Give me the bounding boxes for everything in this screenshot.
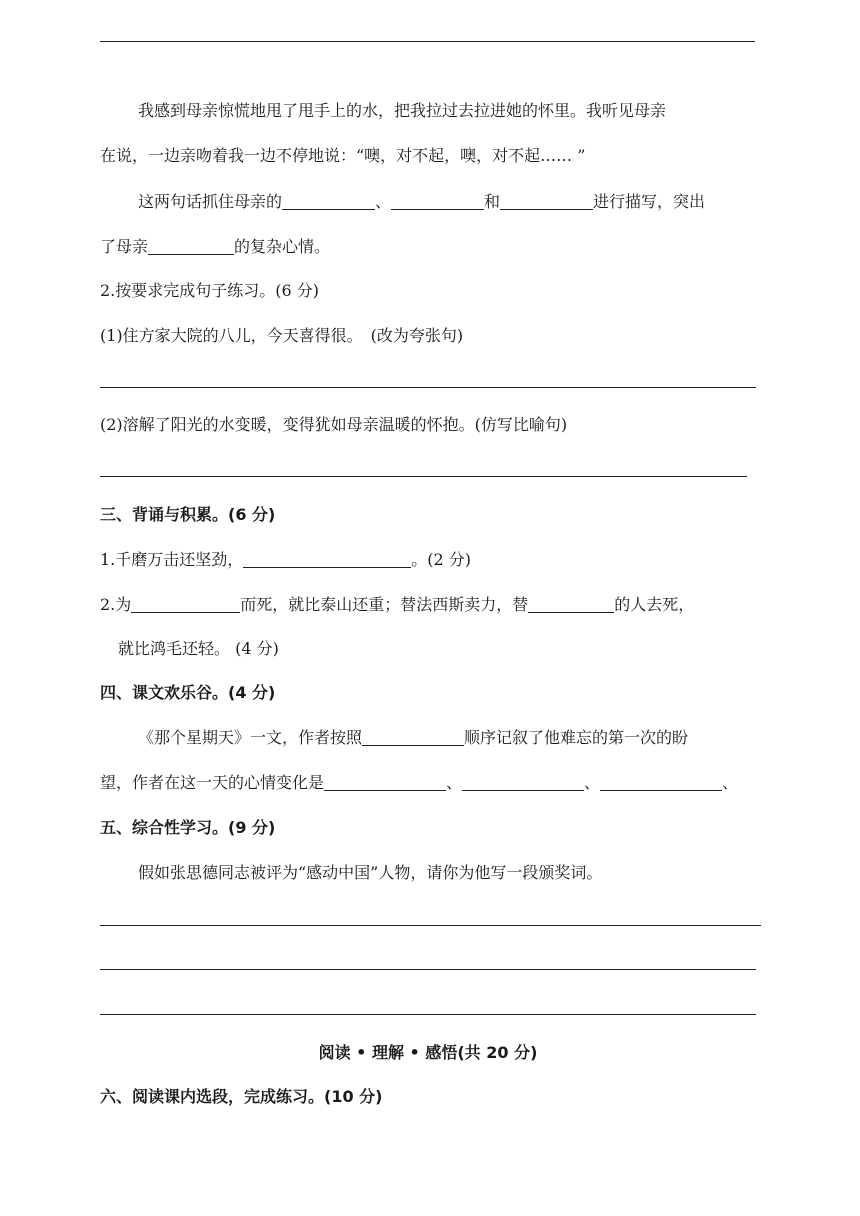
sec3-item2-cont: 就比鸿毛还轻。 (4 分) (118, 639, 279, 658)
answer-line[interactable] (100, 387, 756, 388)
separator: 、 (584, 773, 601, 792)
sec3-item1 (100, 550, 471, 570)
answer-blank[interactable] (282, 193, 375, 210)
q2-sub2: (2)溶解了阳光的水变暖，变得犹如母亲温暖的怀抱。(仿写比喻句) (100, 415, 568, 434)
answer-blank[interactable] (500, 193, 593, 210)
top-rule (100, 41, 755, 42)
answer-blank[interactable] (148, 238, 234, 255)
answer-blank[interactable] (362, 729, 464, 746)
item-text: 1.千磨万击还坚劲， (100, 550, 244, 569)
question-text: 进行描写，突出 (593, 192, 706, 211)
item-text: 而死，就比泰山还重；替法西斯卖力，替 (240, 595, 529, 614)
answer-line[interactable] (100, 969, 756, 970)
separator: 、 (722, 773, 739, 792)
sec4-heading: 四、课文欢乐谷。(4 分) (100, 683, 276, 702)
sec4-line1 (138, 728, 688, 748)
item-text: 。(2 分) (411, 550, 472, 569)
separator: 、 (446, 773, 463, 792)
answer-line[interactable] (100, 1014, 756, 1015)
part-title: 阅读 • 理解 • 感悟(共 20 分) (318, 1043, 538, 1062)
answer-blank[interactable] (131, 596, 240, 613)
answer-blank[interactable] (243, 551, 411, 568)
answer-blank[interactable] (391, 193, 484, 210)
question-text: 了母亲 (100, 237, 149, 256)
sec3-heading: 三、背诵与积累。(6 分) (100, 505, 276, 524)
item-text: 顺序记叙了他难忘的第一次的盼 (464, 728, 689, 747)
separator: 和 (484, 192, 501, 211)
q2-sub1: (1)住方家大院的八儿，今天喜得很。 (改为夸张句) (100, 326, 464, 345)
answer-blank[interactable] (528, 596, 614, 613)
question-text: 的复杂心情。 (234, 237, 331, 256)
passage-question-line-2 (100, 237, 330, 257)
item-text: 望，作者在这一天的心情变化是 (100, 773, 325, 792)
passage-line-2: 在说，一边亲吻着我一边不停地说：“噢，对不起，噢，对不起…… ” (100, 146, 586, 165)
answer-line[interactable] (100, 925, 761, 926)
answer-blank[interactable] (600, 774, 722, 791)
sec3-item2 (100, 595, 694, 615)
separator: 、 (375, 192, 392, 211)
sec5-prompt: 假如张思德同志被评为“感动中国”人物，请你为他写一段颁奖词。 (138, 863, 603, 882)
sec5-heading: 五、综合性学习。(9 分) (100, 818, 276, 837)
question-text: 这两句话抓住母亲的 (138, 192, 283, 211)
answer-blank[interactable] (324, 774, 446, 791)
item-text: 2.为 (100, 595, 132, 614)
passage-question-line-1 (138, 192, 705, 212)
item-text: 的人去死， (614, 595, 695, 614)
sec6-heading: 六、阅读课内选段，完成练习。(10 分) (100, 1087, 383, 1106)
answer-blank[interactable] (462, 774, 584, 791)
sec4-line2 (100, 773, 738, 793)
q2-title: 2.按要求完成句子练习。(6 分) (100, 281, 320, 300)
answer-line[interactable] (100, 476, 747, 477)
item-text: 《那个星期天》一文，作者按照 (138, 728, 363, 747)
passage-line-1: 我感到母亲惊慌地甩了甩手上的水，把我拉过去拉进她的怀里。我听见母亲 (138, 101, 667, 120)
